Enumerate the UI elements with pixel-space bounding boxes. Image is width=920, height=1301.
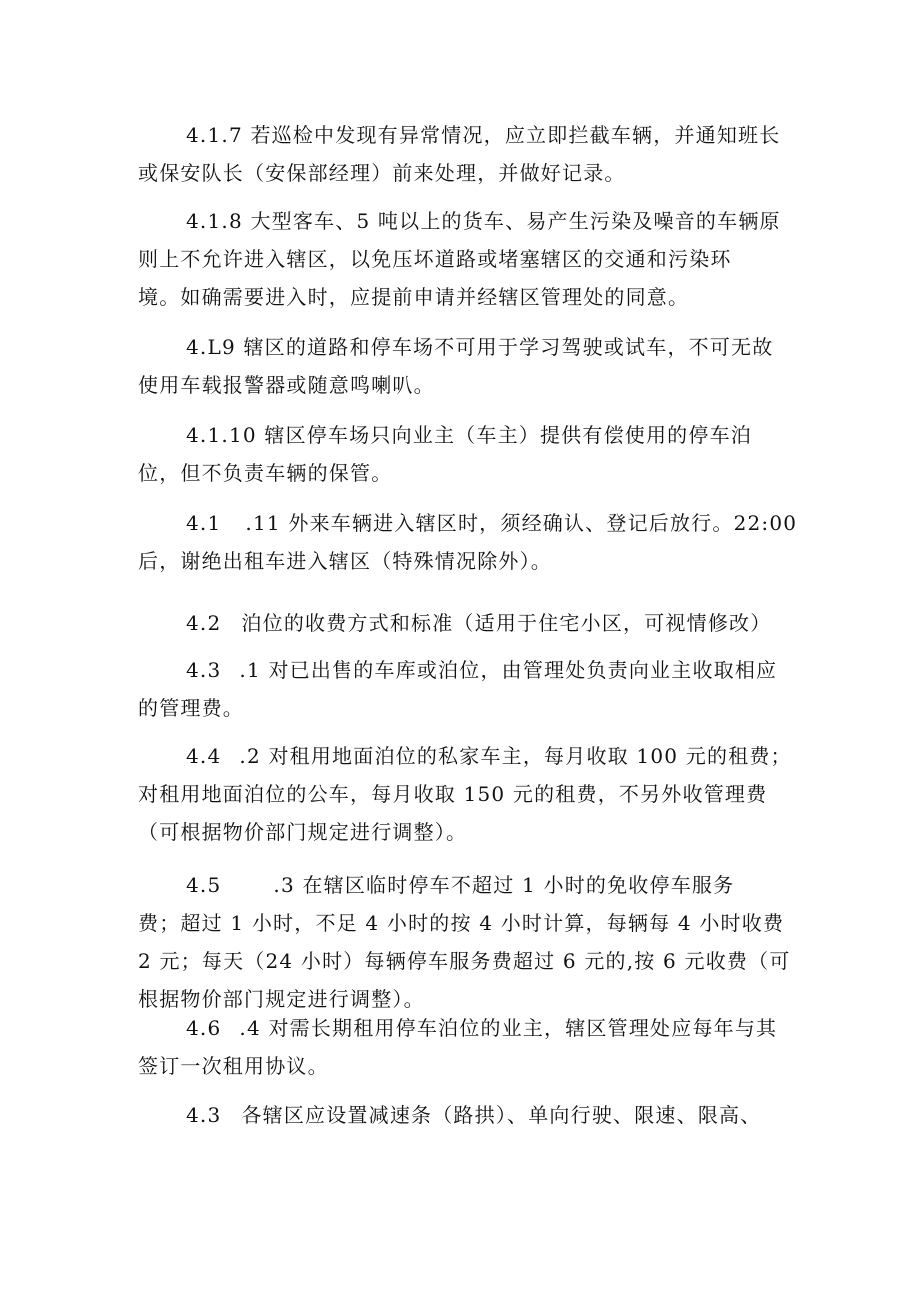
text-line: 后，谢绝出租车进入辖区（特殊情况除外）。 (138, 549, 552, 573)
text-line: 的管理费。 (138, 696, 244, 720)
text-line (138, 1096, 778, 1134)
text-line: 则上不允许进入辖区，以免压坏道路或堵塞辖区的交通和污染环 (138, 247, 732, 271)
text-line: 对租用地面泊位的公车，每月收取 150 元的租费，不另外收管理费 (138, 782, 768, 806)
text-segment: 泊位的收费方式和标准（适用于住宅小区，可视情修改） (241, 611, 772, 635)
text-line: 2 元；每天（24 小时）每辆停车服务费超过 6 元的,按 6 元收费（可 (138, 949, 791, 973)
text-line: 位，但不负责车辆的保管。 (138, 461, 393, 485)
text-line (138, 866, 778, 904)
paragraph-4-4-2 (138, 737, 792, 851)
paragraph-4-2 (138, 604, 778, 642)
text-line: 根据物价部门规定进行调整）。 (138, 987, 425, 1011)
text-line: 境。如确需要进入时，应提前申请并经辖区管理处的同意。 (138, 285, 690, 309)
paragraph-4-1-11 (138, 504, 798, 580)
text-segment: .4 对需长期租用停车泊位的业主，辖区管理处应每年与其 (239, 1016, 778, 1040)
section-number: 4.5 (186, 873, 222, 897)
text-line: （可根据物价部门规定进行调整）。 (138, 820, 468, 844)
text-segment: 各辖区应设置减速条（路拱）、单向行驶、限速、限高、 (241, 1103, 762, 1127)
text-line: 4.1.10 辖区停车场只向业主（车主）提供有偿使用的停车泊 (186, 423, 752, 447)
text-line (138, 1009, 778, 1047)
text-line: 4.L9 辖区的道路和停车场不可用于学习驾驶或试车，不可无故 (186, 335, 774, 359)
text-line (138, 604, 778, 642)
paragraph-4-6-4 (138, 1009, 778, 1085)
section-number: 4.3 (186, 658, 222, 682)
paragraph-4-1-8 (138, 202, 781, 316)
section-number: 4.4 (186, 744, 222, 768)
section-number: 4.2 (186, 611, 222, 635)
paragraph-4-1-7 (138, 116, 781, 192)
text-line: 4.1.8 大型客车、5 吨以上的货车、易产生污染及噪音的车辆原 (186, 209, 781, 233)
text-segment: .3 在辖区临时停车不超过 1 小时的免收停车服务 (273, 873, 735, 897)
paragraph-4-3 (138, 1096, 778, 1134)
text-line: 费；超过 1 小时，不足 4 小时的按 4 小时计算，每辆每 4 小时收费 (138, 911, 785, 935)
text-segment: .1 对已出售的车库或泊位，由管理处负责向业主收取相应 (239, 658, 778, 682)
section-number: 4.1 (186, 511, 222, 535)
section-number: 4.3 (186, 1103, 222, 1127)
text-line: 或保安队长（安保部经理）前来处理，并做好记录。 (138, 161, 626, 185)
text-line (138, 737, 792, 775)
text-segment: .2 对租用地面泊位的私家车主，每月收取 100 元的租费； (239, 744, 792, 768)
text-line: 签订一次租用协议。 (138, 1054, 329, 1078)
text-line (138, 651, 778, 689)
text-line (138, 504, 798, 542)
text-segment: .11 外来车辆进入辖区时，须经确认、登记后放行。22:00 (245, 511, 798, 535)
section-number: 4.6 (186, 1016, 222, 1040)
paragraph-4-L9 (138, 328, 778, 404)
paragraph-4-1-10 (138, 416, 778, 492)
text-line: 使用车载报警器或随意鸣喇叭。 (138, 373, 435, 397)
paragraph-4-5-3 (138, 866, 791, 1018)
paragraph-4-3-1 (138, 651, 778, 727)
text-line: 4.1.7 若巡检中发现有异常情况，应立即拦截车辆，并通知班长 (186, 123, 781, 147)
